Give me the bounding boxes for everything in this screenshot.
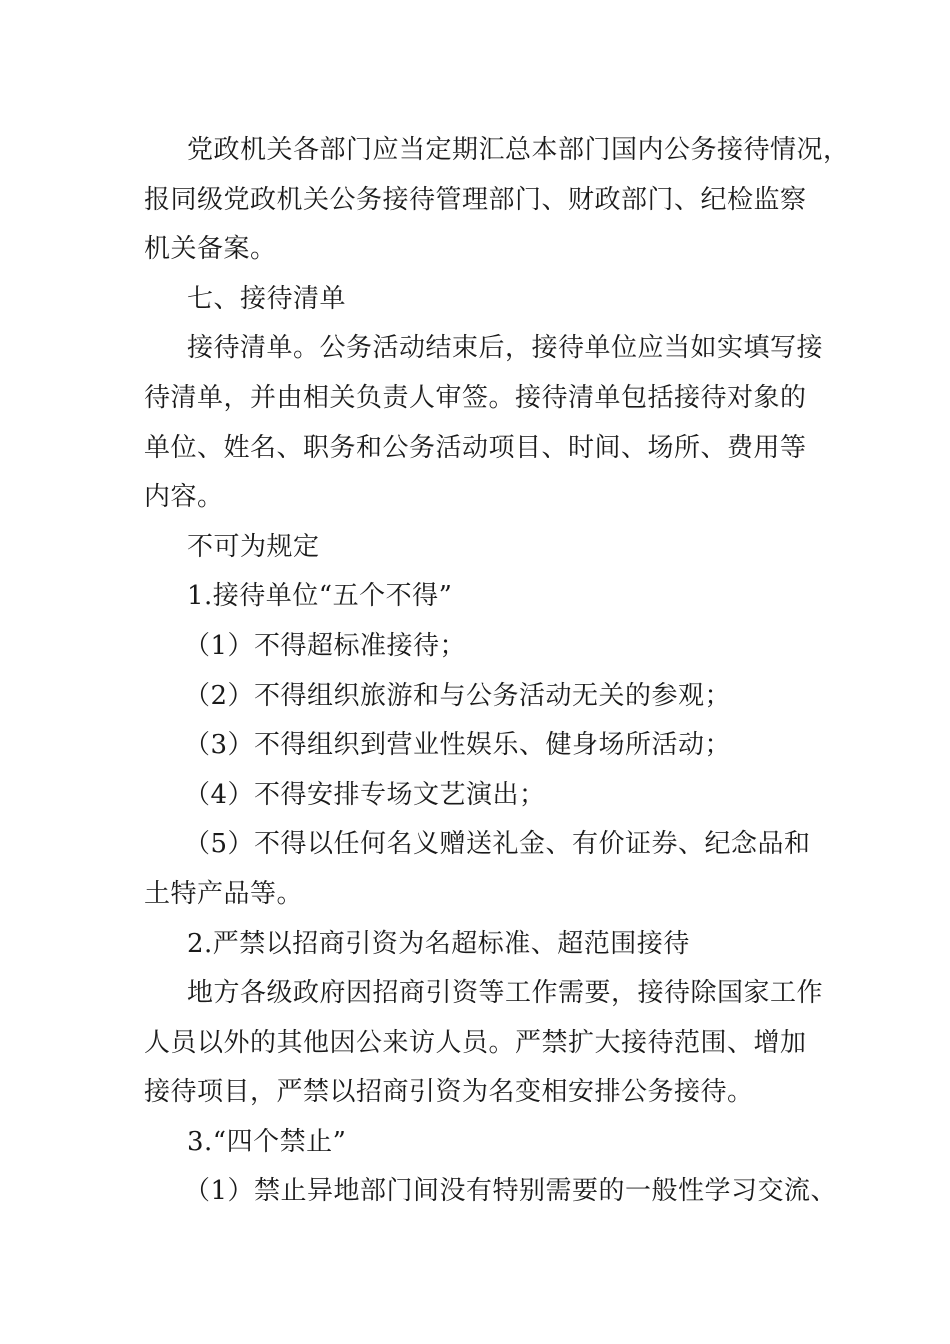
paragraph-line: 机关备案。 xyxy=(144,234,277,265)
document-body xyxy=(144,126,850,1217)
list-item: （1）禁止异地部门间没有特别需要的一般性学习交流、 xyxy=(184,1176,838,1207)
list-item: （2）不得组织旅游和与公务活动无关的参观； xyxy=(184,680,732,711)
paragraph-line: 党政机关各部门应当定期汇总本部门国内公务接待情况， xyxy=(187,135,850,165)
list-item: （4）不得安排专场文艺演出； xyxy=(184,779,546,810)
paragraph-line: 接待项目，严禁以招商引资为名变相安排公务接待。 xyxy=(144,1077,754,1108)
paragraph-line: 地方各级政府因招商引资等工作需要，接待除国家工作 xyxy=(187,978,824,1009)
paragraph-line: 报同级党政机关公务接待管理部门、财政部门、纪检监察 xyxy=(144,184,807,215)
subsection-heading: 3.“四个禁止” xyxy=(187,1126,347,1157)
section-heading: 七、接待清单 xyxy=(187,283,347,314)
paragraph-line: 接待清单。公务活动结束后，接待单位应当如实填写接 xyxy=(187,333,824,364)
subsection-heading: 1.接待单位“五个不得” xyxy=(187,581,453,612)
paragraph-line: 土特产品等。 xyxy=(144,878,304,909)
list-item: （5）不得以任何名义赠送礼金、有价证券、纪念品和 xyxy=(184,829,811,860)
paragraph-line: 单位、姓名、职务和公务活动项目、时间、场所、费用等 xyxy=(144,432,807,463)
list-item: （1）不得超标准接待； xyxy=(184,630,467,661)
paragraph-line: 人员以外的其他因公来访人员。严禁扩大接待范围、增加 xyxy=(144,1027,807,1058)
paragraph-line: 内容。 xyxy=(144,482,224,513)
list-item: （3）不得组织到营业性娱乐、健身场所活动； xyxy=(184,730,732,761)
subsection-heading: 2.严禁以招商引资为名超标准、超范围接待 xyxy=(187,928,690,959)
paragraph-line: 待清单，并由相关负责人审签。接待清单包括接待对象的 xyxy=(144,382,807,413)
section-heading: 不可为规定 xyxy=(187,531,320,562)
